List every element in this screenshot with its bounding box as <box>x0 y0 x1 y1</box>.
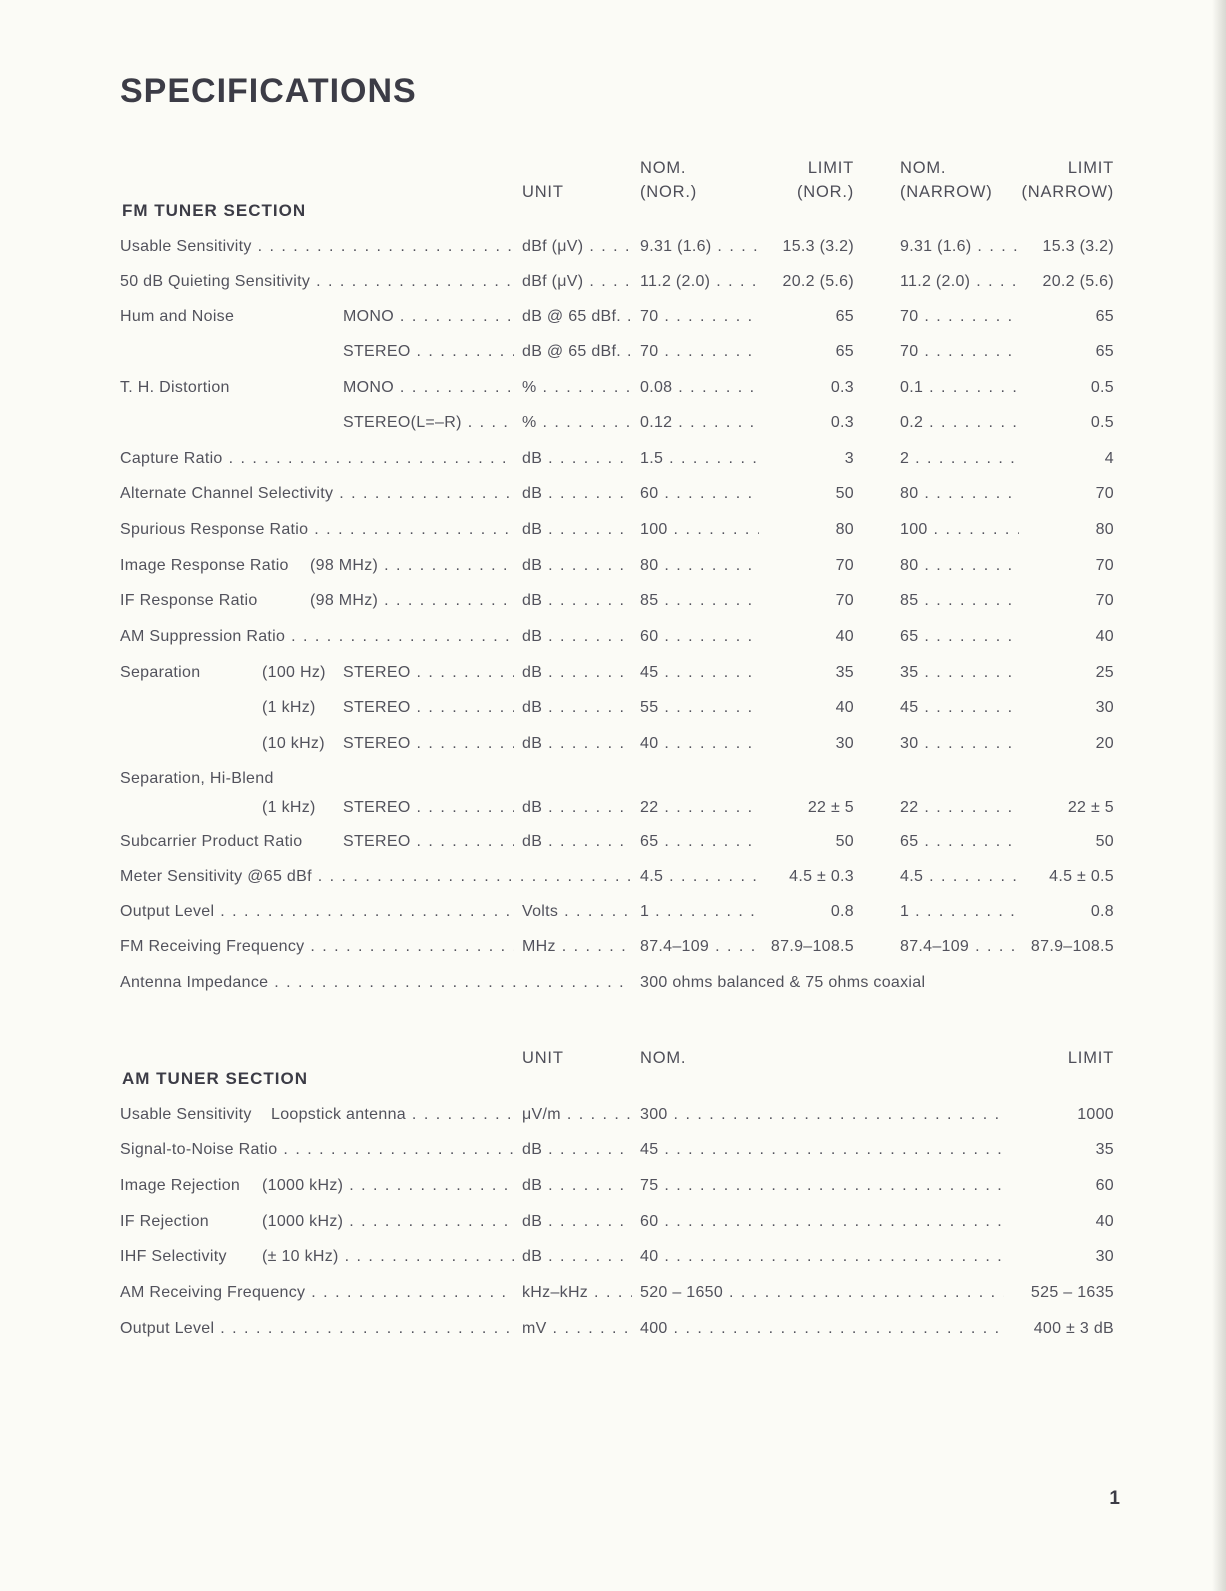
nom-nor-value: 4.5 . . . <box>640 865 794 889</box>
nom-value: 300 . . . <box>640 1103 1034 1127</box>
fm-row <box>0 518 1226 542</box>
limit-nor-value: 50 <box>759 482 854 506</box>
spec-unit: dB . . . <box>522 830 632 854</box>
spec-label: Subcarrier Product Ratio <box>120 833 303 850</box>
spec-condition: STEREO . . . <box>343 340 514 364</box>
spec-label: Separation <box>120 664 201 681</box>
spec-label: Alternate Channel Selectivity . . . <box>120 482 514 506</box>
spec-mode: STEREO . . . <box>343 696 514 720</box>
limit-narrow-value: 80 <box>1019 518 1114 542</box>
limit-narrow-value: 70 <box>1019 554 1114 578</box>
limit-nor-value: 0.3 <box>759 376 854 400</box>
nom-narrow-value: 87.4–109 . . . <box>900 935 1054 959</box>
nom-narrow-value: 22 . . . <box>900 796 1054 820</box>
spec-unit: dB . . . <box>522 1138 632 1162</box>
am-section-title: AM TUNER SECTION <box>122 1069 308 1088</box>
limit-narrow-value: 4 <box>1019 447 1114 471</box>
spec-unit: dB . . . <box>522 661 632 685</box>
limit-narrow-value: 65 <box>1019 340 1114 364</box>
spec-condition: (± 10 kHz) . . . <box>262 1245 514 1269</box>
spec-condition: (1 kHz) <box>262 699 316 716</box>
fm-row <box>0 411 1226 435</box>
limit-nor-value: 3 <box>759 447 854 471</box>
limit-narrow-value: 30 <box>1019 696 1114 720</box>
nom-nor-value: 45 . . . <box>640 661 794 685</box>
page-title: SPECIFICATIONS <box>120 72 417 110</box>
nom-narrow-value: 4.5 . . . <box>900 865 1054 889</box>
spec-condition: STEREO(L=–R) . . . <box>343 411 514 435</box>
spec-label: Hum and Noise <box>120 308 235 325</box>
limit-narrow-value: 0.8 <box>1019 900 1114 924</box>
limit-nor-value: 30 <box>759 732 854 756</box>
nom-narrow-value: 0.2 . . . <box>900 411 1054 435</box>
nom-nor-value: 87.4–109 . . . <box>640 935 794 959</box>
spec-label: T. H. Distortion <box>120 379 230 396</box>
fm-row <box>0 830 1226 854</box>
nom-narrow-value: 100 . . . <box>900 518 1054 542</box>
limit-value: 60 <box>1004 1174 1114 1198</box>
fm-row <box>0 900 1226 924</box>
nom-narrow-value: 65 . . . <box>900 625 1054 649</box>
spec-value: 300 ohms balanced & 75 ohms coaxial <box>640 974 926 991</box>
nom-nor-value: 0.08 . . . <box>640 376 794 400</box>
limit-nor-value: 15.3 (3.2) <box>759 235 854 259</box>
am-row <box>0 1245 1226 1269</box>
spec-unit: dB @ 65 dBf. . . . <box>522 305 632 329</box>
nom-value: 520 – 1650 . . . <box>640 1281 1034 1305</box>
spec-mode: STEREO . . . <box>343 796 514 820</box>
nom-nor-value: 22 . . . <box>640 796 794 820</box>
spec-unit: dB . . . <box>522 696 632 720</box>
spec-unit: dB . . . <box>522 1210 632 1234</box>
nom-nor-value: 70 . . . <box>640 305 794 329</box>
limit-narrow-value: 40 <box>1019 625 1114 649</box>
fm-header-nom-nor: NOM. (NOR.) <box>640 159 698 201</box>
spec-unit: dB . . . <box>522 554 632 578</box>
nom-narrow-value: 70 . . . <box>900 340 1054 364</box>
fm-row <box>0 696 1226 720</box>
spec-unit: Volts . . . <box>522 900 632 924</box>
limit-narrow-value: 20.2 (5.6) <box>1019 270 1114 294</box>
spec-label: Usable Sensitivity <box>120 1106 252 1123</box>
spec-condition: (1000 kHz) . . . <box>262 1210 514 1234</box>
spec-condition: (1 kHz) <box>262 799 316 816</box>
fm-row <box>0 447 1226 471</box>
spec-unit: dB . . . <box>522 732 632 756</box>
spec-label: Capture Ratio . . . <box>120 447 514 471</box>
fm-header-limit-narrow: LIMIT (NARROW) <box>1021 159 1114 201</box>
nom-nor-value: 55 . . . <box>640 696 794 720</box>
fm-row <box>0 732 1226 756</box>
spec-unit: dB . . . <box>522 589 632 613</box>
nom-narrow-value: 80 . . . <box>900 554 1054 578</box>
limit-value: 40 <box>1004 1210 1114 1234</box>
nom-nor-value: 11.2 (2.0) . . . <box>640 270 794 294</box>
spec-label: AM Receiving Frequency . . . <box>120 1281 514 1305</box>
spec-label: FM Receiving Frequency . . . <box>120 935 514 959</box>
nom-narrow-value: 2 . . . <box>900 447 1054 471</box>
spec-unit: mV . . . <box>522 1317 632 1341</box>
page-number: 1 <box>1109 1488 1120 1509</box>
am-header-unit: UNIT <box>522 1049 564 1067</box>
spec-unit: dB . . . <box>522 518 632 542</box>
spec-label: Output Level . . . <box>120 1317 514 1341</box>
nom-narrow-value: 80 . . . <box>900 482 1054 506</box>
nom-value: 40 . . . <box>640 1245 1034 1269</box>
nom-narrow-value: 45 . . . <box>900 696 1054 720</box>
spec-unit: dB . . . <box>522 447 632 471</box>
fm-row <box>0 589 1226 613</box>
limit-narrow-value: 0.5 <box>1019 411 1114 435</box>
nom-nor-value: 65 . . . <box>640 830 794 854</box>
limit-nor-value: 20.2 (5.6) <box>759 270 854 294</box>
am-row <box>0 1317 1226 1341</box>
limit-narrow-value: 70 <box>1019 589 1114 613</box>
spec-label: AM Suppression Ratio . . . <box>120 625 514 649</box>
limit-value: 1000 <box>1004 1103 1114 1127</box>
am-header-nom: NOM. <box>640 1049 687 1067</box>
fm-row <box>0 661 1226 685</box>
fm-row <box>0 767 1226 791</box>
spec-mode: STEREO . . . <box>343 830 514 854</box>
fm-row <box>0 865 1226 889</box>
limit-narrow-value: 70 <box>1019 482 1114 506</box>
nom-nor-value: 1 . . . <box>640 900 794 924</box>
nom-nor-value: 100 . . . <box>640 518 794 542</box>
nom-nor-value: 1.5 . . . <box>640 447 794 471</box>
fm-row <box>0 235 1226 259</box>
fm-row <box>0 554 1226 578</box>
spec-unit: kHz–kHz . . . <box>522 1281 632 1305</box>
limit-value: 30 <box>1004 1245 1114 1269</box>
fm-row <box>0 305 1226 329</box>
limit-nor-value: 40 <box>759 696 854 720</box>
nom-nor-value: 85 . . . <box>640 589 794 613</box>
spec-condition: Loopstick antenna . . . <box>271 1103 514 1127</box>
spec-condition: (98 MHz) . . . <box>310 589 514 613</box>
limit-nor-value: 35 <box>759 661 854 685</box>
fm-row <box>0 935 1226 959</box>
fm-row <box>0 270 1226 294</box>
spec-condition: MONO . . . <box>343 305 514 329</box>
limit-nor-value: 87.9–108.5 <box>759 935 854 959</box>
spec-condition: (1000 kHz) . . . <box>262 1174 514 1198</box>
nom-nor-value: 70 . . . <box>640 340 794 364</box>
spec-label: Usable Sensitivity . . . <box>120 235 514 259</box>
nom-narrow-value: 85 . . . <box>900 589 1054 613</box>
am-header-limit: LIMIT <box>1067 1049 1114 1067</box>
spec-unit: dB . . . <box>522 482 632 506</box>
nom-value: 75 . . . <box>640 1174 1034 1198</box>
spec-label: Image Response Ratio <box>120 557 289 574</box>
nom-nor-value: 9.31 (1.6) . . . <box>640 235 794 259</box>
nom-narrow-value: 70 . . . <box>900 305 1054 329</box>
spec-mode: STEREO . . . <box>343 661 514 685</box>
fm-section-title: FM TUNER SECTION <box>122 201 307 220</box>
nom-nor-value: 40 . . . <box>640 732 794 756</box>
nom-nor-value: 60 . . . <box>640 482 794 506</box>
limit-narrow-value: 87.9–108.5 <box>1019 935 1114 959</box>
spec-label: Meter Sensitivity @65 dBf . . . <box>120 865 632 889</box>
limit-nor-value: 65 <box>759 340 854 364</box>
fm-header-unit: UNIT <box>522 183 564 201</box>
limit-nor-value: 70 <box>759 589 854 613</box>
spec-label: Separation, Hi-Blend <box>120 770 274 787</box>
spec-mode: STEREO . . . <box>343 732 514 756</box>
spec-unit: dB @ 65 dBf. . . . <box>522 340 632 364</box>
limit-nor-value: 50 <box>759 830 854 854</box>
am-row <box>0 1138 1226 1162</box>
am-row <box>0 1174 1226 1198</box>
fm-header-nom-narrow: NOM. (NARROW) <box>900 159 993 201</box>
spec-unit: dBf (μV) . . . <box>522 235 632 259</box>
limit-nor-value: 0.3 <box>759 411 854 435</box>
spec-label: Antenna Impedance . . . <box>120 971 632 995</box>
limit-nor-value: 4.5 ± 0.3 <box>759 865 854 889</box>
nom-narrow-value: 1 . . . <box>900 900 1054 924</box>
limit-nor-value: 65 <box>759 305 854 329</box>
spec-condition: (100 Hz) <box>262 664 326 681</box>
limit-value: 35 <box>1004 1138 1114 1162</box>
limit-nor-value: 80 <box>759 518 854 542</box>
spec-unit: % . . . <box>522 411 632 435</box>
limit-nor-value: 40 <box>759 625 854 649</box>
fm-header-limit-nor: LIMIT (NOR.) <box>796 159 854 201</box>
fm-row <box>0 376 1226 400</box>
spec-condition: MONO . . . <box>343 376 514 400</box>
nom-narrow-value: 9.31 (1.6) . . . <box>900 235 1054 259</box>
am-row <box>0 1281 1226 1305</box>
fm-row <box>0 971 1226 995</box>
limit-narrow-value: 15.3 (3.2) <box>1019 235 1114 259</box>
spec-label: Output Level . . . <box>120 900 514 924</box>
spec-unit: dB . . . <box>522 1245 632 1269</box>
am-row <box>0 1103 1226 1127</box>
nom-nor-value: 0.12 . . . <box>640 411 794 435</box>
limit-narrow-value: 22 ± 5 <box>1019 796 1114 820</box>
nom-value: 45 . . . <box>640 1138 1034 1162</box>
spec-unit: dB . . . <box>522 625 632 649</box>
limit-value: 400 ± 3 dB <box>1004 1317 1114 1341</box>
spec-unit: dBf (μV) . . . <box>522 270 632 294</box>
limit-nor-value: 70 <box>759 554 854 578</box>
spec-label: 50 dB Quieting Sensitivity . . . <box>120 270 514 294</box>
limit-nor-value: 0.8 <box>759 900 854 924</box>
spec-label: Image Rejection <box>120 1177 241 1194</box>
nom-narrow-value: 0.1 . . . <box>900 376 1054 400</box>
spec-label: IHF Selectivity <box>120 1248 227 1265</box>
limit-narrow-value: 25 <box>1019 661 1114 685</box>
fm-row <box>0 340 1226 364</box>
nom-nor-value: 60 . . . <box>640 625 794 649</box>
spec-label: Spurious Response Ratio . . . <box>120 518 514 542</box>
nom-nor-value: 80 . . . <box>640 554 794 578</box>
limit-value: 525 – 1635 <box>1004 1281 1114 1305</box>
nom-narrow-value: 30 . . . <box>900 732 1054 756</box>
spec-label: Signal-to-Noise Ratio . . . <box>120 1138 514 1162</box>
spec-unit: μV/m . . . <box>522 1103 632 1127</box>
nom-narrow-value: 65 . . . <box>900 830 1054 854</box>
spec-unit: dB . . . <box>522 1174 632 1198</box>
spec-condition: (10 kHz) <box>262 735 325 752</box>
limit-narrow-value: 20 <box>1019 732 1114 756</box>
spec-condition: (98 MHz) . . . <box>310 554 514 578</box>
fm-row <box>0 796 1226 820</box>
limit-narrow-value: 65 <box>1019 305 1114 329</box>
nom-value: 400 . . . <box>640 1317 1034 1341</box>
fm-row <box>0 482 1226 506</box>
spec-label: IF Response Ratio <box>120 592 258 609</box>
spec-unit: % . . . <box>522 376 632 400</box>
nom-narrow-value: 35 . . . <box>900 661 1054 685</box>
am-row <box>0 1210 1226 1234</box>
fm-row <box>0 625 1226 649</box>
limit-narrow-value: 50 <box>1019 830 1114 854</box>
limit-narrow-value: 4.5 ± 0.5 <box>1019 865 1114 889</box>
spec-unit: MHz . . . <box>522 935 632 959</box>
limit-narrow-value: 0.5 <box>1019 376 1114 400</box>
nom-value: 60 . . . <box>640 1210 1034 1234</box>
spec-label: IF Rejection <box>120 1213 209 1230</box>
spec-unit: dB . . . <box>522 796 632 820</box>
nom-narrow-value: 11.2 (2.0) . . . <box>900 270 1054 294</box>
limit-nor-value: 22 ± 5 <box>759 796 854 820</box>
